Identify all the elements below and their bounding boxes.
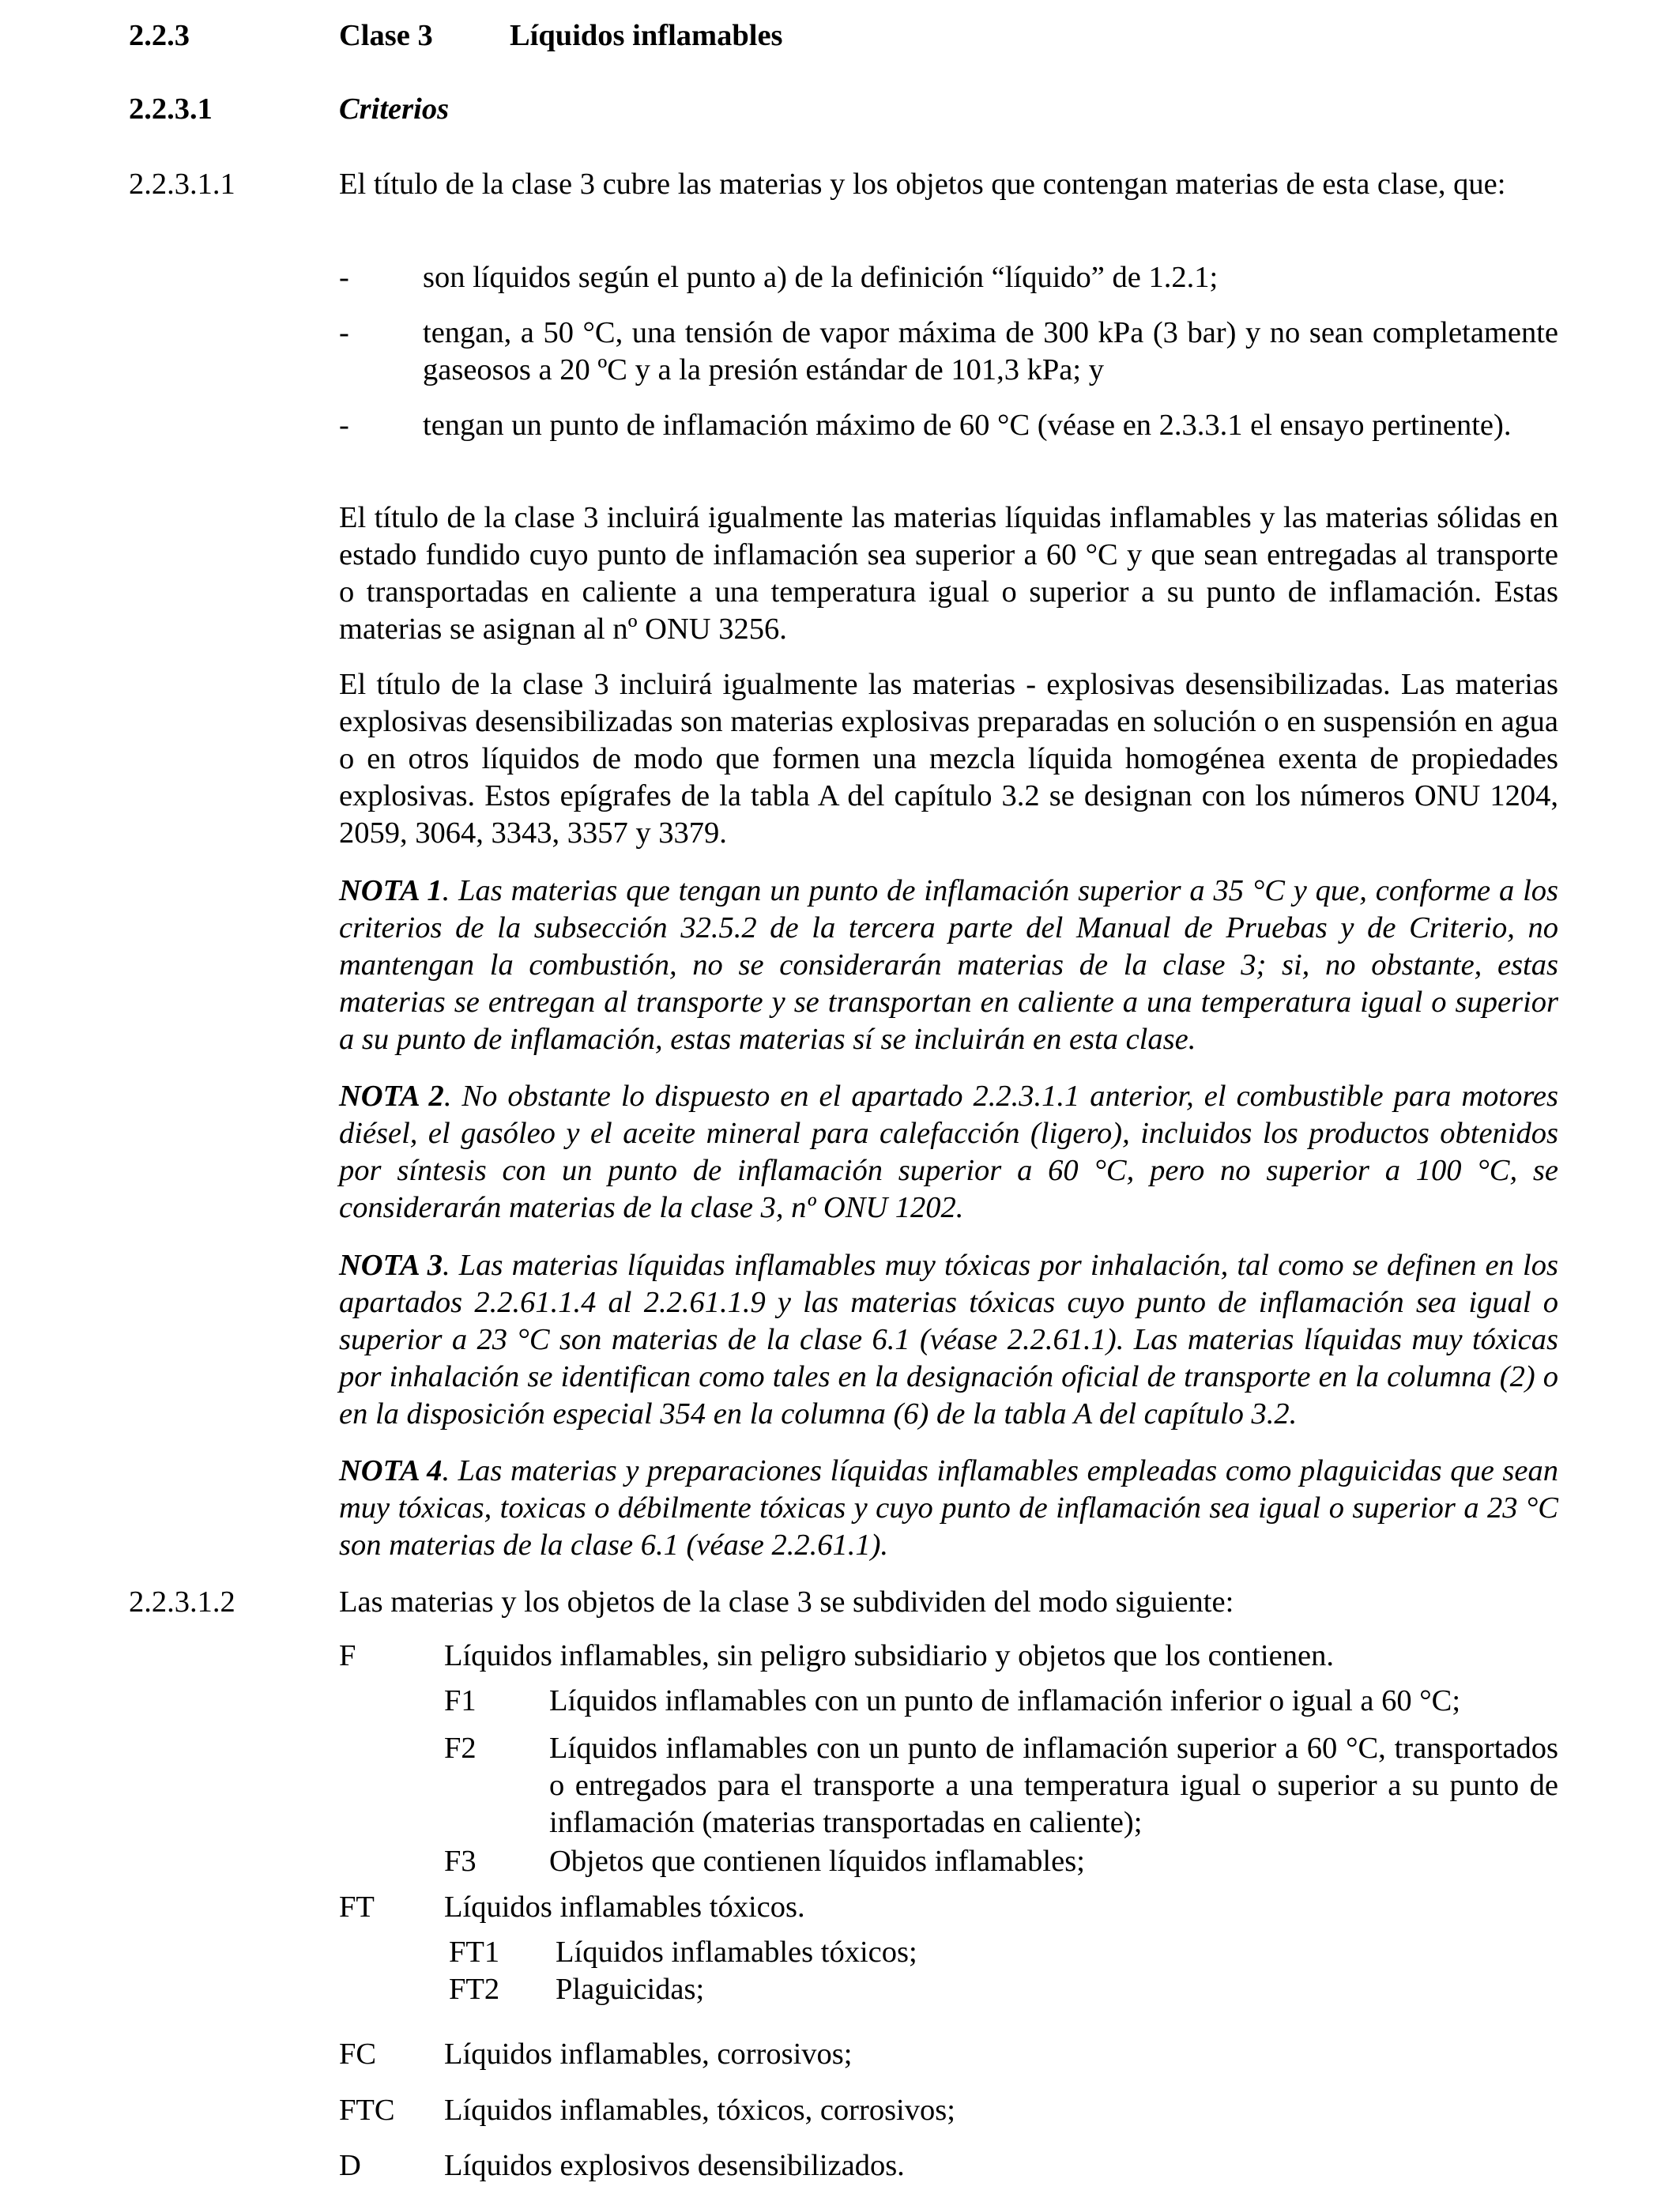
note-label: NOTA 1 bbox=[339, 874, 443, 907]
bullet-text: son líquidos según el punto a) de la definición “líquido” de 1.2.1; bbox=[423, 261, 1219, 294]
bullet-dash: - bbox=[339, 409, 349, 442]
group-description: Líquidos explosivos desensibilizados. bbox=[444, 2149, 905, 2182]
bullet-dash: - bbox=[339, 316, 349, 349]
section-class-label: Clase 3 bbox=[339, 19, 433, 52]
group-code: F bbox=[339, 1639, 356, 1672]
group-description: Objetos que contienen líquidos inflamables; bbox=[549, 1845, 1085, 1878]
subsection-number: 2.2.3.1 bbox=[129, 92, 213, 126]
paragraph-number-2: 2.2.3.1.2 bbox=[129, 1585, 235, 1619]
note-label: NOTA 2 bbox=[339, 1080, 444, 1113]
group-description: Líquidos inflamables, corrosivos; bbox=[444, 2038, 853, 2071]
group-code: FT bbox=[339, 1891, 375, 1924]
note-label: NOTA 3 bbox=[339, 1249, 443, 1282]
group-code: F1 bbox=[444, 1684, 477, 1717]
group-code: F2 bbox=[444, 1732, 477, 1765]
group-code: FTC bbox=[339, 2094, 395, 2127]
group-code: FT2 bbox=[449, 1973, 500, 2006]
paragraph-intro-1: El título de la clase 3 cubre las materias y los objetos que contengan materias de esta clase, que: bbox=[339, 168, 1506, 201]
body-paragraph: El título de la clase 3 incluirá igualmente las materias - explosivas desensibilizadas. Las materias explosivas desensibilizadas son materias explosivas preparadas en solución o en suspensión en agua o en otros líquidos de modo que formen una mezcla líquida homogénea exenta de propiedades explosivas. Estos epígrafes de la tabla A del capítulo 3.2 se designan con los números ONU 1204, 2059, 3064, 3343, 3357 y 3379. bbox=[339, 668, 1558, 850]
note-text: . Las materias líquidas inflamables muy tóxicas por inhalación, tal como se definen en los apartados 2.2.61.1.4 al 2.2.61.1.9 y las materias tóxicas cuyo punto de inflamación sea igual o superior a 23 °C son materias de la clase 6.1 (véase 2.2.61.1). Las materias líquidas muy tóxicas por inhalación se identifican como tales en la designación oficial de transporte en la columna (2) o en la disposición especial 354 en la columna (6) de la tabla A del capítulo 3.2. bbox=[339, 1249, 1558, 1431]
note-text: . No obstante lo dispuesto en el apartado 2.2.3.1.1 anterior, el combustible para motores diésel, el gasóleo y el aceite mineral para calefacción (ligero), incluidos los productos obtenidos por síntesis con un punto de inflamación superior a 60 °C, pero no superior a 100 °C, se considerarán materias de la clase 3, nº ONU 1202. bbox=[339, 1080, 1558, 1224]
group-description: Líquidos inflamables tóxicos; bbox=[556, 1936, 917, 1969]
paragraph-number-1: 2.2.3.1.1 bbox=[129, 168, 235, 201]
group-code: F3 bbox=[444, 1845, 477, 1878]
note-text: . Las materias que tengan un punto de inflamación superior a 35 °C y que, conforme a los criterios de la subsección 32.5.2 de la tercera parte del Manual de Pruebas y de Criterio, no mantengan la combustión, no se considerarán materias de la clase 3; si, no obstante, estas materias se entregan al transporte y se transportan en caliente a una temperatura igual o superior a su punto de inflamación, estas materias sí se incluirán en esta clase. bbox=[339, 874, 1558, 1056]
bullet-dash: - bbox=[339, 261, 349, 294]
bullet-text: tengan, a 50 °C, una tensión de vapor máxima de 300 kPa (3 bar) y no sean completamente gaseosos a 20 ºC y a la presión estándar de 101,3 kPa; y bbox=[423, 316, 1558, 386]
group-code: FC bbox=[339, 2038, 377, 2071]
note-4 bbox=[339, 1453, 1558, 1564]
note-3 bbox=[339, 1247, 1558, 1433]
group-description: Líquidos inflamables tóxicos. bbox=[444, 1891, 805, 1924]
note-1 bbox=[339, 873, 1558, 1058]
note-text: . Las materias y preparaciones líquidas inflamables empleadas como plaguicidas que sean muy tóxicas, toxicas o débilmente tóxicas y cuyo punto de inflamación sea igual o superior a 23 °C son materias de la clase 6.1 (véase 2.2.61.1). bbox=[339, 1454, 1558, 1562]
group-description: Plaguicidas; bbox=[556, 1973, 705, 2006]
group-description: Líquidos inflamables con un punto de inflamación superior a 60 °C, transportados o entregados para el transporte a una temperatura igual o superior a su punto de inflamación (materias transportadas en caliente); bbox=[549, 1732, 1558, 1839]
body-paragraph: El título de la clase 3 incluirá igualmente las materias líquidas inflamables y las materias sólidas en estado fundido cuyo punto de inflamación sea superior a 60 °C y que sean entregadas al transporte o transportadas en caliente a una temperatura igual o superior a su punto de inflamación. Estas materias se asignan al nº ONU 3256. bbox=[339, 501, 1558, 646]
group-description: Líquidos inflamables, tóxicos, corrosivos; bbox=[444, 2094, 955, 2127]
section-title: Líquidos inflamables bbox=[510, 19, 783, 52]
group-description: Líquidos inflamables con un punto de inflamación inferior o igual a 60 °C; bbox=[549, 1684, 1461, 1717]
group-code: FT1 bbox=[449, 1936, 500, 1969]
subsection-title: Criterios bbox=[339, 92, 450, 126]
group-description: Líquidos inflamables, sin peligro subsidiario y objetos que los contienen. bbox=[444, 1639, 1334, 1672]
section-number: 2.2.3 bbox=[129, 19, 190, 52]
bullet-text: tengan un punto de inflamación máximo de 60 °C (véase en 2.3.3.1 el ensayo pertinente). bbox=[423, 409, 1512, 442]
paragraph-intro-2: Las materias y los objetos de la clase 3 se subdividen del modo siguiente: bbox=[339, 1585, 1234, 1619]
group-code: D bbox=[339, 2149, 361, 2182]
note-2 bbox=[339, 1078, 1558, 1227]
note-label: NOTA 4 bbox=[339, 1454, 443, 1487]
